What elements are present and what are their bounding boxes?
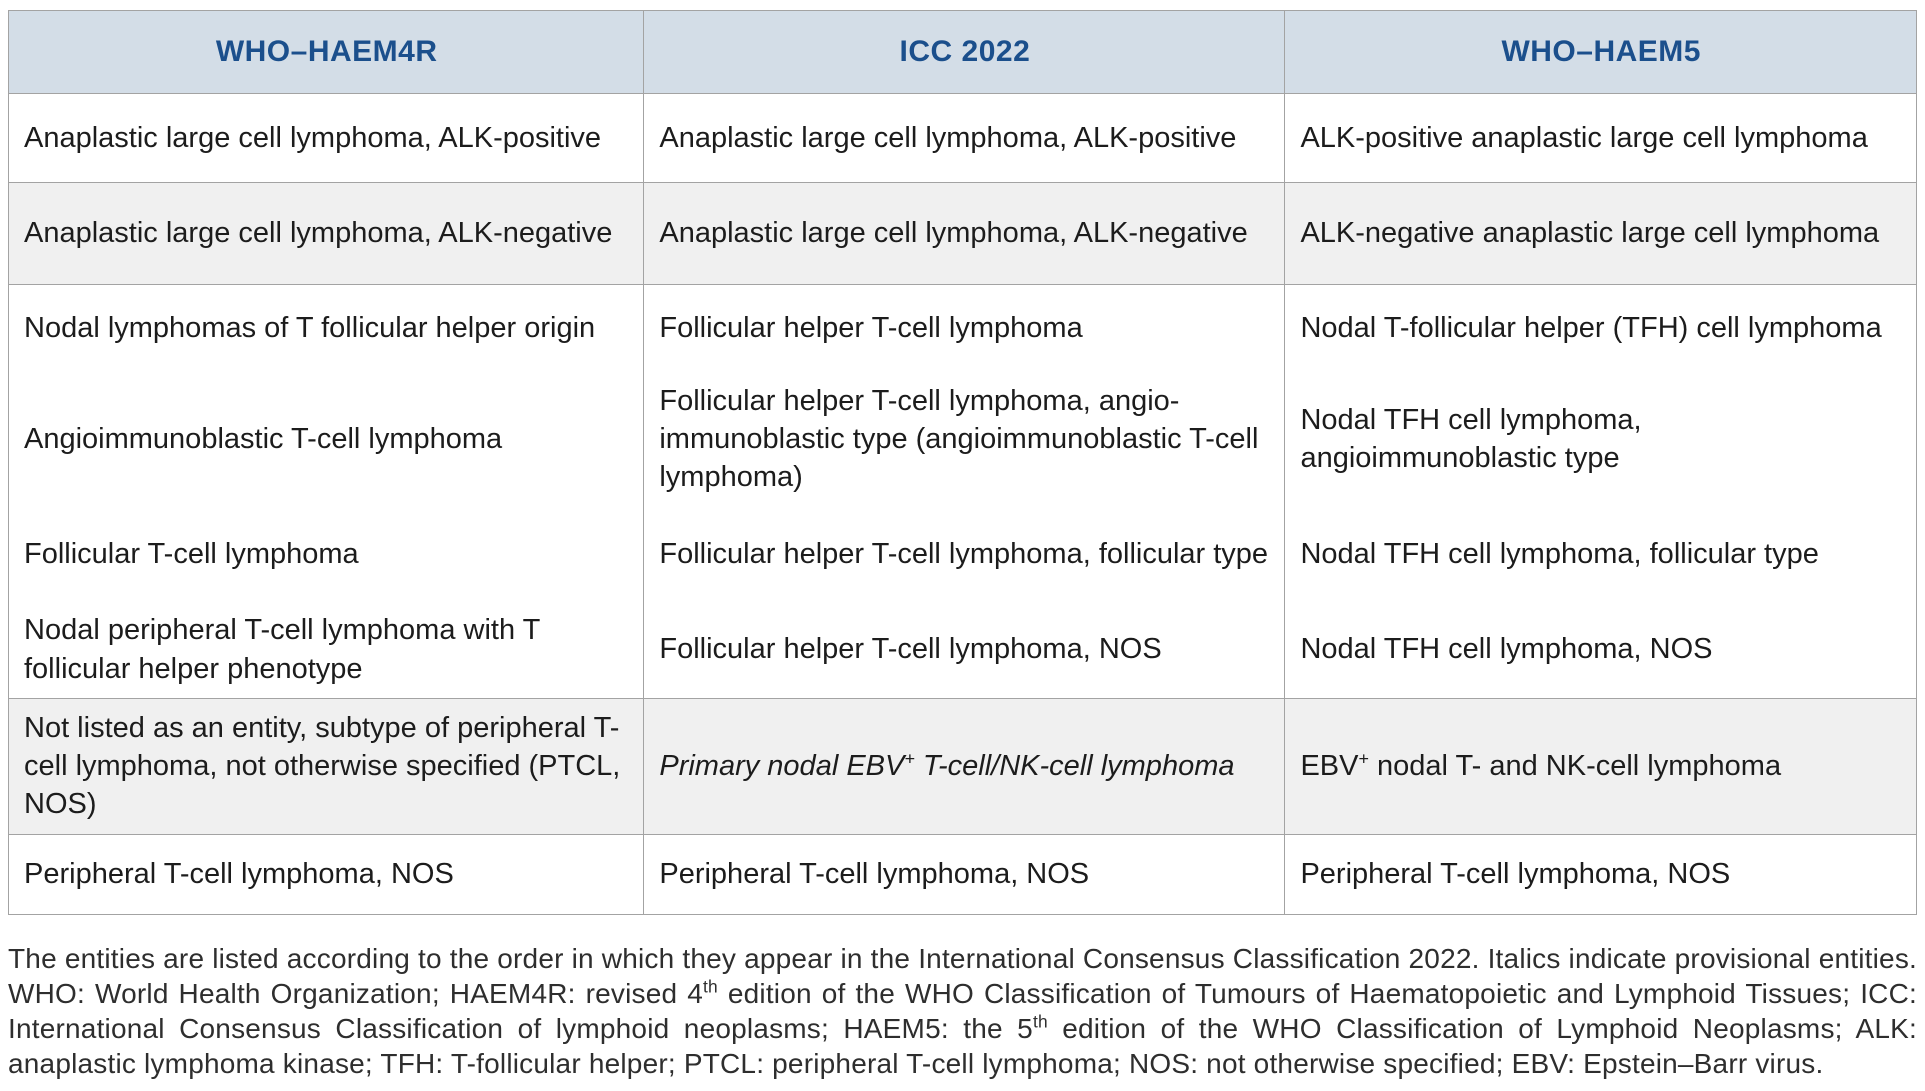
cell-haem5-tfh-main: Nodal T-follicular helper (TFH) cell lymphoma [1285,285,1917,372]
column-header-who-haem4r: WHO–HAEM4R [9,11,644,94]
superscript-plus: + [1358,748,1369,769]
column-header-who-haem5: WHO–HAEM5 [1285,11,1917,94]
footnote-text: The entities are listed according to the order in which they appear in the International Consensus Classification 2022. Italics indicate provisional entities. WHO: World Health Organization; HAEM4R: revised 4 [8,942,1917,1009]
cell-haem4r-alk-positive: Anaplastic large cell lymphoma, ALK-positive [9,94,644,183]
table-footnote [8,941,1917,1081]
table-row-alk-negative [9,183,1917,285]
cell-icc-ptcl-nos: Peripheral T-cell lymphoma, NOS [644,834,1285,914]
table-row-tfh-angioimmunoblastic [9,372,1917,507]
cell-haem5-alk-positive: ALK-positive anaplastic large cell lymphoma [1285,94,1917,183]
table-row-ptcl-nos [9,834,1917,914]
cell-haem5-tfh-nos: Nodal TFH cell lymphoma, NOS [1285,601,1917,698]
cell-icc-alk-negative: Anaplastic large cell lymphoma, ALK-negative [644,183,1285,285]
superscript-th: th [1032,1011,1048,1032]
cell-text: T-cell/NK-cell lymphoma [914,750,1235,783]
table-row-tfh-main [9,285,1917,372]
cell-icc-tfh-nos: Follicular helper T-cell lymphoma, NOS [644,601,1285,698]
classification-comparison-table [8,10,1917,915]
column-header-icc-2022: ICC 2022 [644,11,1285,94]
cell-haem4r-alk-negative: Anaplastic large cell lymphoma, ALK-negative [9,183,644,285]
footnote-text: edition of the WHO Classification of Lymphoid Neoplasms; ALK: anaplastic lymphoma kinase; TFH: T-follicular helper; PTCL: peripheral T-cell lymphoma; NOS: not otherwise specified; EBV: Epstein–Barr virus. [8,1012,1917,1079]
table-row-tfh-nos [9,601,1917,698]
cell-text: EBV [1300,750,1359,783]
table-row-alk-positive [9,94,1917,183]
cell-haem4r-tfh-angio: Angioimmunoblastic T-cell lymphoma [9,372,644,507]
cell-haem4r-tfh-follicular: Follicular T-cell lymphoma [9,506,644,601]
superscript-plus: + [904,748,915,769]
cell-icc-tfh-angio: Follicular helper T-cell lymphoma, angio-immunoblastic type (angioimmunoblastic T-cell lymphoma) [644,372,1285,507]
cell-haem5-tfh-angio: Nodal TFH cell lymphoma, angioimmunoblastic type [1285,372,1917,507]
cell-icc-tfh-follicular: Follicular helper T-cell lymphoma, follicular type [644,506,1285,601]
footnote-text: edition of the WHO Classification of Tumours of Haematopoietic and Lymphoid Tissues; ICC: International Consensus Classification of lymphoid neoplasms; HAEM5: the 5 [8,977,1917,1044]
cell-haem5-alk-negative: ALK-negative anaplastic large cell lymphoma [1285,183,1917,285]
table-row-tfh-follicular [9,506,1917,601]
cell-haem4r-tfh-phenotype: Nodal peripheral T-cell lymphoma with T follicular helper phenotype [9,601,644,698]
cell-haem4r-tfh-main: Nodal lymphomas of T follicular helper origin [9,285,644,372]
cell-text: Primary nodal EBV [659,750,905,783]
cell-icc-alk-positive: Anaplastic large cell lymphoma, ALK-positive [644,94,1285,183]
cell-icc-primary-nodal-ebv [644,698,1285,834]
cell-haem5-tfh-follicular: Nodal TFH cell lymphoma, follicular type [1285,506,1917,601]
table-row-ebv-nodal [9,698,1917,834]
cell-haem4r-not-listed: Not listed as an entity, subtype of peripheral T-cell lymphoma, not otherwise specified (PTCL, NOS) [9,698,644,834]
cell-icc-tfh-main: Follicular helper T-cell lymphoma [644,285,1285,372]
superscript-th: th [703,976,718,997]
cell-haem4r-ptcl-nos: Peripheral T-cell lymphoma, NOS [9,834,644,914]
header-row [9,11,1917,94]
cell-haem5-ebv-nodal [1285,698,1917,834]
cell-haem5-ptcl-nos: Peripheral T-cell lymphoma, NOS [1285,834,1917,914]
cell-text: nodal T- and NK-cell lymphoma [1368,750,1782,783]
